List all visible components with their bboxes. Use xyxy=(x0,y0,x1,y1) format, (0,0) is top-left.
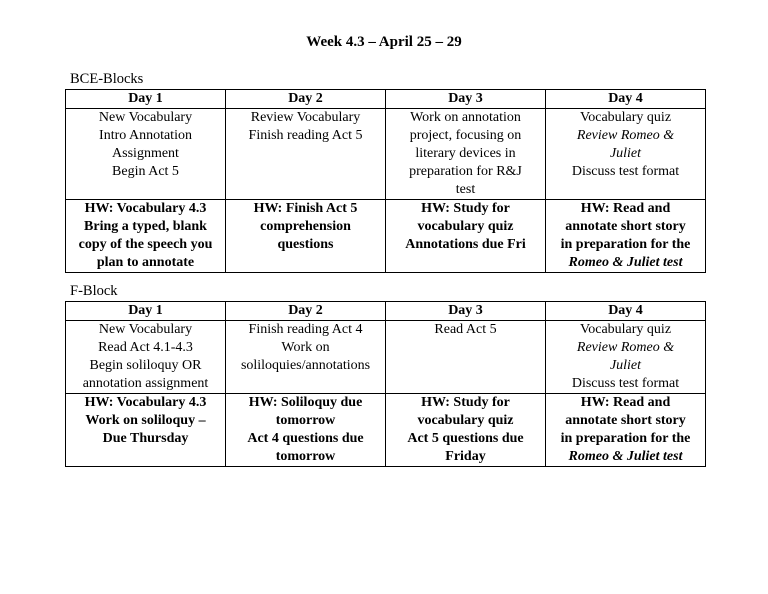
activity-line: Vocabulary quiz xyxy=(579,110,672,125)
homework-line: HW: Study for xyxy=(421,201,510,216)
homework-line: tomorrow xyxy=(275,449,336,464)
activity-line: preparation for R&J xyxy=(409,164,522,179)
activity-line: Begin soliloquy OR xyxy=(89,358,202,373)
activity-cell xyxy=(546,321,706,394)
activity-line: project, focusing on xyxy=(409,128,522,143)
homework-line: in preparation for the xyxy=(560,431,691,446)
homework-line: comprehension xyxy=(260,219,351,234)
homework-line: Work on soliloquy – xyxy=(85,413,206,428)
activity-cell xyxy=(66,109,226,200)
homework-line: Annotations due Fri xyxy=(405,237,526,252)
activity-cell xyxy=(66,321,226,394)
activity-line: soliloquies/annotations xyxy=(240,358,371,373)
activity-line: literary devices in xyxy=(415,146,516,161)
activity-line: Assignment xyxy=(112,146,179,161)
activity-line: Begin Act 5 xyxy=(112,164,179,179)
activity-line: Work on annotation xyxy=(410,110,521,125)
homework-cell xyxy=(386,394,546,467)
activity-cell xyxy=(226,321,386,394)
homework-cell xyxy=(226,200,386,273)
homework-line: Bring a typed, blank xyxy=(84,219,207,234)
schedule-table-f-block xyxy=(65,301,706,467)
homework-line: vocabulary quiz xyxy=(417,413,514,428)
homework-cell xyxy=(66,394,226,467)
homework-line: Act 4 questions due xyxy=(247,431,364,446)
activity-line: Read Act 5 xyxy=(434,322,497,337)
header-row xyxy=(66,90,706,109)
activity-line: Work on xyxy=(281,340,330,355)
activity-row xyxy=(66,321,706,394)
day-header: Day 2 xyxy=(226,302,386,321)
activity-line: test xyxy=(455,182,476,197)
activity-cell xyxy=(386,109,546,200)
homework-line: Friday xyxy=(445,449,486,464)
day-header: Day 3 xyxy=(386,302,546,321)
activity-line: Review Vocabulary xyxy=(250,110,361,125)
homework-line: Romeo & Juliet test xyxy=(568,255,683,270)
schedule-table-bce-blocks xyxy=(65,89,706,273)
activity-line: Juliet xyxy=(609,358,642,373)
activity-cell xyxy=(386,321,546,394)
section-label-bce-blocks: BCE-Blocks xyxy=(70,71,144,87)
activity-line: Juliet xyxy=(609,146,642,161)
activity-cell xyxy=(226,109,386,200)
activity-cell xyxy=(546,109,706,200)
activity-row xyxy=(66,109,706,200)
homework-cell xyxy=(546,200,706,273)
day-header: Day 1 xyxy=(66,302,226,321)
homework-line: HW: Finish Act 5 xyxy=(253,201,358,216)
homework-cell xyxy=(546,394,706,467)
activity-line: Intro Annotation xyxy=(99,128,192,143)
activity-line: Vocabulary quiz xyxy=(579,322,672,337)
homework-line: HW: Study for xyxy=(421,395,510,410)
homework-cell xyxy=(66,200,226,273)
activity-line: New Vocabulary xyxy=(98,322,193,337)
activity-line: Finish reading Act 4 xyxy=(248,322,363,337)
day-header: Day 1 xyxy=(66,90,226,109)
day-header: Day 4 xyxy=(546,302,706,321)
homework-line: questions xyxy=(277,237,334,252)
activity-line: Read Act 4.1-4.3 xyxy=(98,340,193,355)
homework-cell xyxy=(226,394,386,467)
homework-line: plan to annotate xyxy=(96,255,195,270)
homework-line: Due Thursday xyxy=(102,431,189,446)
homework-line: HW: Vocabulary 4.3 xyxy=(84,395,207,410)
page-title: Week 4.3 – April 25 – 29 xyxy=(306,34,462,50)
homework-row xyxy=(66,394,706,467)
homework-line: Romeo & Juliet test xyxy=(568,449,683,464)
activity-line: Review Romeo & xyxy=(576,128,675,143)
homework-line: HW: Soliloquy due xyxy=(248,395,363,410)
header-row xyxy=(66,302,706,321)
activity-line: Finish reading Act 5 xyxy=(248,128,363,143)
activity-line: New Vocabulary xyxy=(98,110,193,125)
homework-line: in preparation for the xyxy=(560,237,691,252)
homework-line: HW: Read and xyxy=(580,201,671,216)
day-header: Day 4 xyxy=(546,90,706,109)
homework-line: HW: Vocabulary 4.3 xyxy=(84,201,207,216)
homework-cell xyxy=(386,200,546,273)
homework-line: vocabulary quiz xyxy=(417,219,514,234)
homework-line: annotate short story xyxy=(565,413,686,428)
homework-line: annotate short story xyxy=(565,219,686,234)
homework-row xyxy=(66,200,706,273)
section-label-f-block: F-Block xyxy=(70,283,118,299)
activity-line: Review Romeo & xyxy=(576,340,675,355)
homework-line: Act 5 questions due xyxy=(407,431,524,446)
day-header: Day 3 xyxy=(386,90,546,109)
homework-line: tomorrow xyxy=(275,413,336,428)
activity-line: annotation assignment xyxy=(82,376,209,391)
homework-line: copy of the speech you xyxy=(78,237,213,252)
homework-line: HW: Read and xyxy=(580,395,671,410)
day-header: Day 2 xyxy=(226,90,386,109)
activity-line: Discuss test format xyxy=(571,164,680,179)
activity-line: Discuss test format xyxy=(571,376,680,391)
